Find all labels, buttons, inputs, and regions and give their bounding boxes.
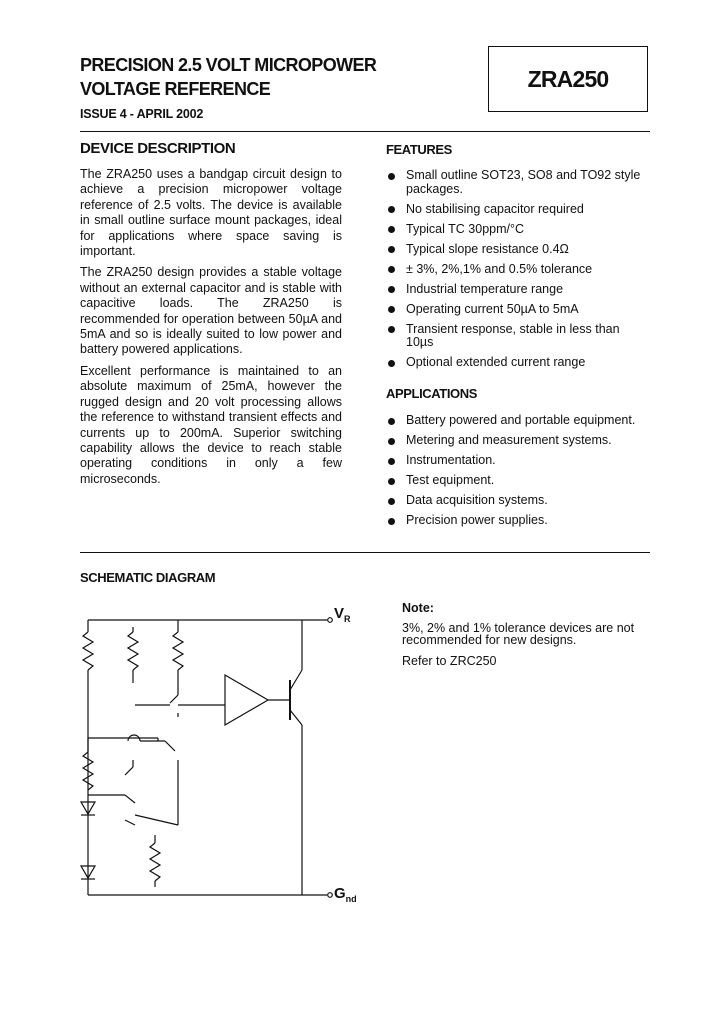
list-item: Industrial temperature range [386, 283, 648, 297]
resistor-5 [150, 843, 160, 881]
bullet-icon [388, 226, 395, 233]
gnd-label: $G_{nd}$ [334, 885, 357, 904]
vr-terminal [328, 618, 333, 623]
schematic-diagram [70, 595, 370, 915]
note-text: 3%, 2% and 1% tolerance devices are not recommended for new designs. [402, 621, 635, 647]
vr-label: $V_R$ [334, 605, 351, 624]
op-amp [225, 675, 268, 725]
resistor-1 [83, 632, 93, 670]
applications-heading: APPLICATIONS [386, 386, 478, 401]
list-item: Typical slope resistance 0.4Ω [386, 243, 648, 257]
gnd-terminal [328, 893, 333, 898]
description-paragraph: The ZRA250 uses a bandgap circuit design to achieve a precision micropower voltage reference of 2.5 volts. The device is available in small outline surface mount packages, ideal for applications where space saving is important. [80, 167, 342, 259]
resistor-3 [173, 632, 183, 670]
title-line-2: VOLTAGE REFERENCE [80, 79, 271, 99]
bullet-icon [388, 360, 395, 367]
list-item: No stabilising capacitor required [386, 203, 648, 217]
bullet-icon [388, 498, 395, 505]
list-item: ± 3%, 2%,1% and 0.5% tolerance [386, 263, 648, 277]
part-number-box [488, 46, 648, 112]
list-item: Data acquisition systems. [386, 494, 648, 508]
note-heading: Note: [402, 601, 434, 615]
section-divider [80, 552, 650, 553]
list-item: Test equipment. [386, 474, 648, 488]
bullet-icon [388, 173, 395, 180]
list-item: Small outline SOT23, SO8 and TO92 style packages. [386, 169, 648, 196]
list-item: Instrumentation. [386, 454, 648, 468]
description-paragraph: The ZRA250 design provides a stable voltage without an external capacitor and is stable with capacitive loads. The ZRA250 is recommended for operation between 50µA and 5mA and so is ideally suited to low power and battery powered applications. [80, 265, 342, 357]
title-line-1: PRECISION 2.5 VOLT MICROPOWER [80, 55, 377, 75]
bullet-icon [388, 286, 395, 293]
list-item: Precision power supplies. [386, 514, 648, 528]
bullet-icon [388, 458, 395, 465]
features-heading: FEATURES [386, 142, 452, 157]
bullet-icon [388, 418, 395, 425]
bullet-icon [388, 246, 395, 253]
list-item: Transient response, stable in less than 10µs [386, 323, 648, 350]
resistor-2 [128, 632, 138, 670]
bullet-icon [388, 206, 395, 213]
device-description-heading: DEVICE DESCRIPTION [80, 140, 236, 157]
applications-list [386, 414, 648, 534]
features-list [386, 169, 648, 376]
bullet-icon [388, 266, 395, 273]
note-refer: Refer to ZRC250 [402, 654, 497, 668]
issue-date: ISSUE 4 - APRIL 2002 [80, 107, 204, 121]
bullet-icon [388, 478, 395, 485]
bullet-icon [388, 306, 395, 313]
part-number: ZRA250 [527, 65, 609, 92]
list-item: Operating current 50µA to 5mA [386, 303, 648, 317]
bullet-icon [388, 326, 395, 333]
header-divider [80, 131, 650, 132]
bullet-icon [388, 438, 395, 445]
schematic-heading: SCHEMATIC DIAGRAM [80, 570, 216, 585]
device-description [80, 167, 342, 493]
list-item: Typical TC 30ppm/°C [386, 223, 648, 237]
document-title [80, 53, 480, 101]
description-paragraph: Excellent performance is maintained to an absolute maximum of 25mA, however the rugged design and 20 volt processing allows the reference to withstand transient effects and currents up to 200mA. Superior switching capability allows the device to reach stable operating conditions in only a few microseconds. [80, 363, 342, 486]
bullet-icon [388, 518, 395, 525]
list-item: Optional extended current range [386, 356, 648, 370]
list-item: Metering and measurement systems. [386, 434, 648, 448]
list-item: Battery powered and portable equipment. [386, 414, 648, 428]
